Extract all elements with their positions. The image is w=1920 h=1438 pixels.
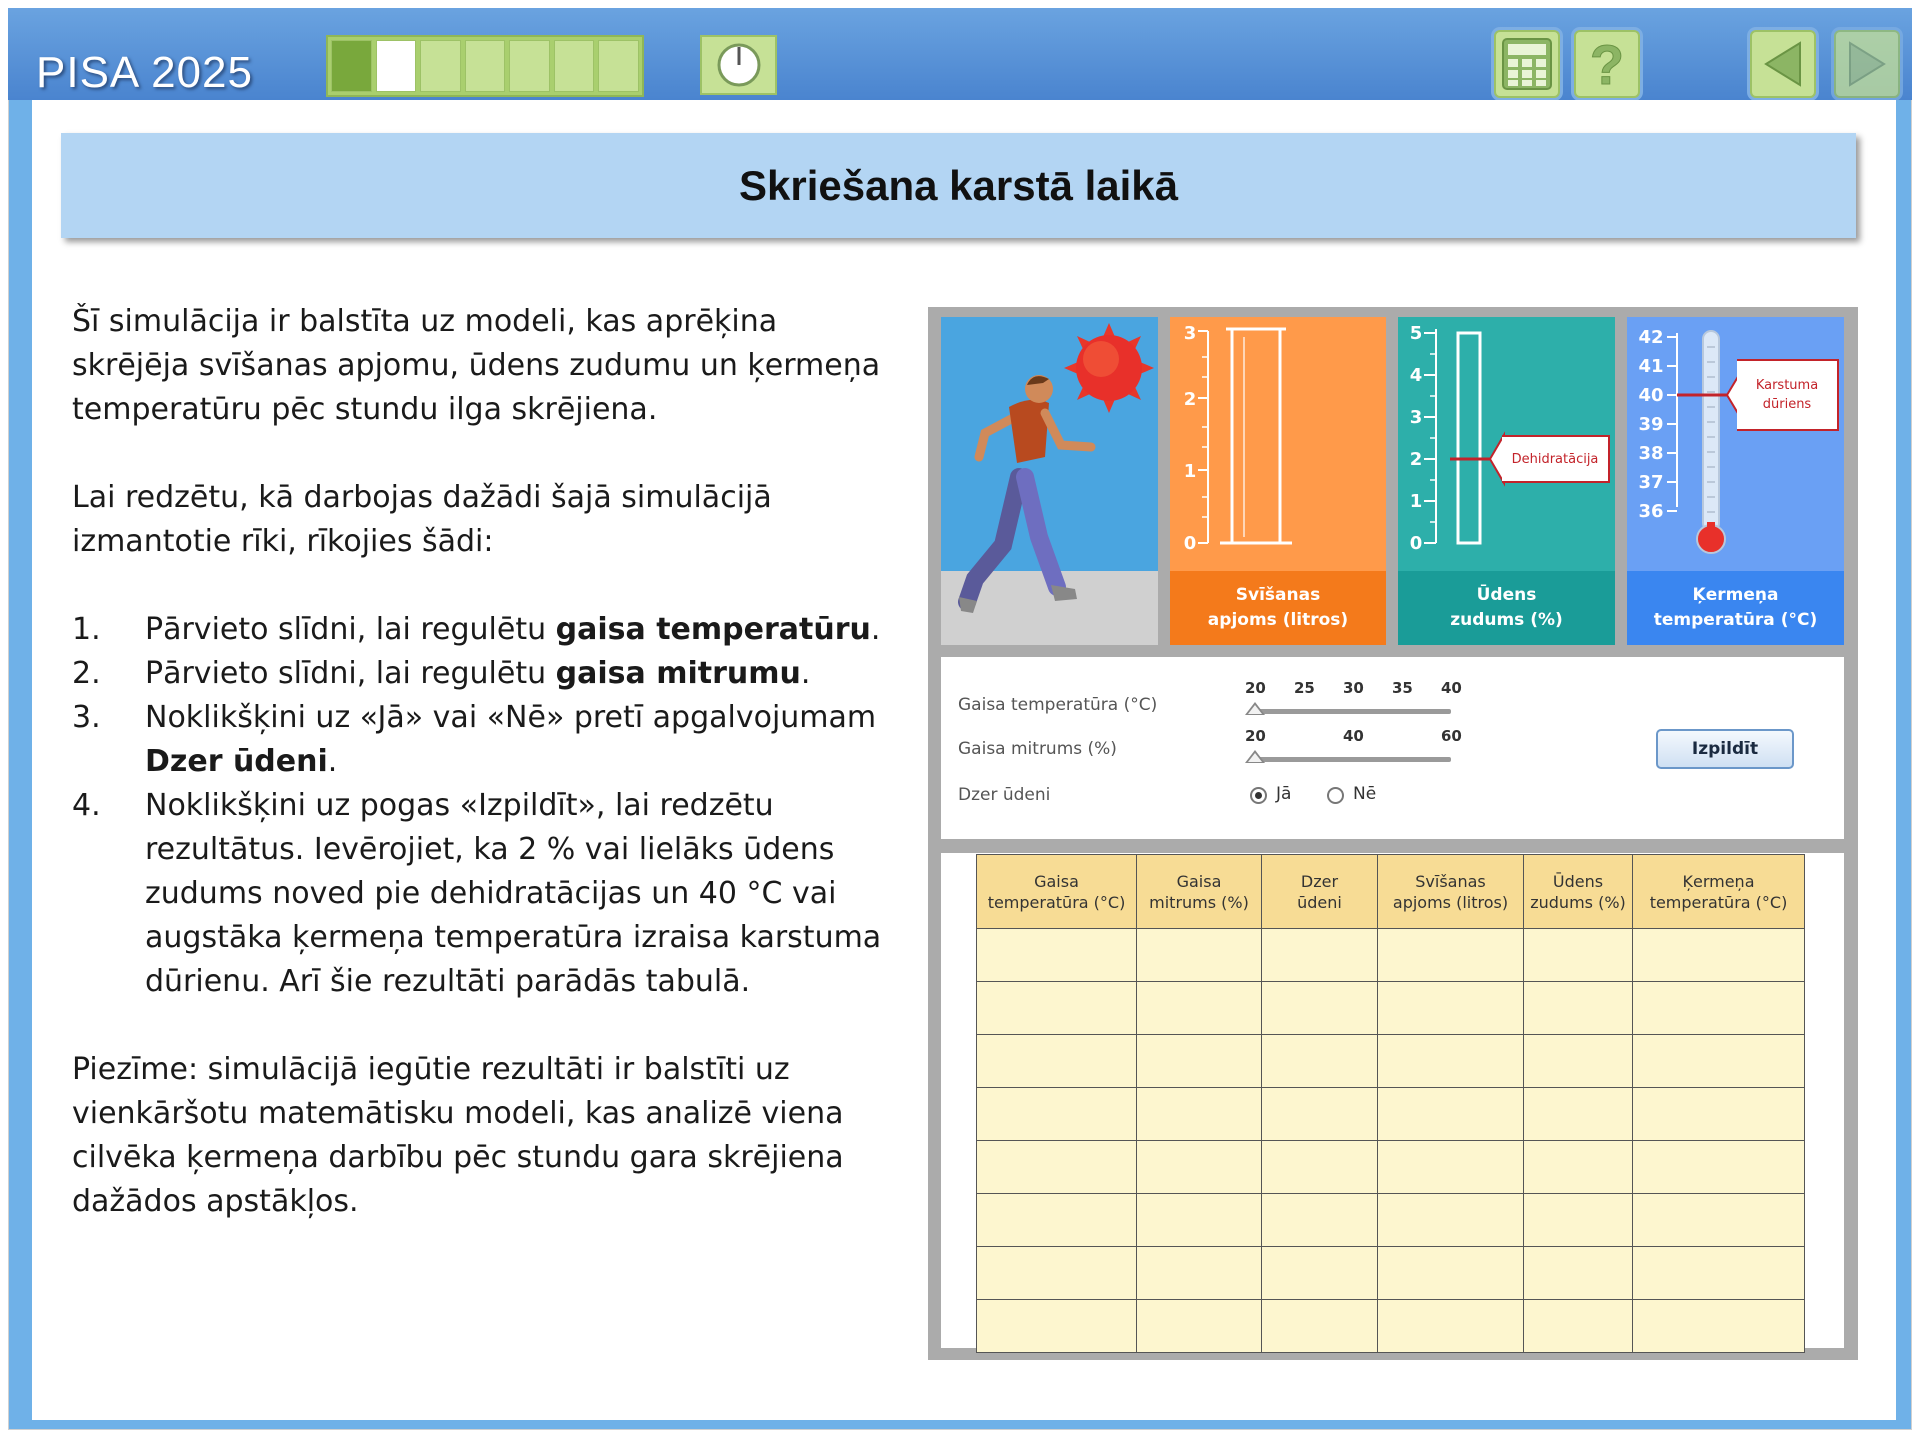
help-icon xyxy=(1584,36,1630,92)
progress-bar xyxy=(326,35,644,97)
table-cell xyxy=(977,1247,1137,1300)
table-cell xyxy=(977,982,1137,1035)
timer-icon xyxy=(716,42,762,88)
table-row xyxy=(977,929,1805,982)
table-cell xyxy=(1378,1247,1524,1300)
table-row xyxy=(977,1141,1805,1194)
temp-tick-42: 42 xyxy=(1638,327,1664,348)
table-cell xyxy=(1524,1141,1633,1194)
runner-figure xyxy=(959,375,1091,613)
drink-no-label: Nē xyxy=(1353,784,1377,804)
drink-no-radio[interactable] xyxy=(1327,787,1344,804)
slider-tick-label: 25 xyxy=(1294,679,1315,697)
sweat-tick-0: 0 xyxy=(1183,533,1197,554)
progress-step xyxy=(331,40,372,92)
water-tick-1: 1 xyxy=(1409,491,1423,512)
table-cell xyxy=(977,1194,1137,1247)
table-cell xyxy=(1262,1088,1378,1141)
progress-step xyxy=(598,40,639,92)
step-item xyxy=(72,652,892,696)
table-cell xyxy=(1262,1300,1378,1353)
sun-icon xyxy=(1064,323,1154,413)
table-cell xyxy=(977,929,1137,982)
next-button[interactable] xyxy=(1834,30,1900,98)
step-text: Noklikšķini uz pogas «Izpildīt», lai redzētu rezultātus. Ievērojiet, ka 2 % vai lielāks ūdens zudums noved pie dehidratācijas un 40 °C vai augstāka ķermeņa temperatūra izraisa karstuma dūrienu. Arī šie rezultāti parādās tabulā. xyxy=(145,788,882,999)
table-cell xyxy=(1137,1247,1262,1300)
table-cell xyxy=(1262,982,1378,1035)
drink-water-label: Dzer ūdeni xyxy=(958,785,1051,805)
table-cell xyxy=(1262,1247,1378,1300)
step-text: Pārvieto slīdni, lai regulētu gaisa temperatūru. xyxy=(145,612,881,647)
table-cell xyxy=(1378,1194,1524,1247)
temp-tick-40: 40 xyxy=(1638,385,1664,406)
humidity-label: Gaisa mitrums (%) xyxy=(958,739,1117,759)
air-temp-slider[interactable] xyxy=(1254,709,1451,714)
table-cell xyxy=(1262,1035,1378,1088)
slider-tick-label: 40 xyxy=(1441,679,1462,697)
table-header-cell: Svīšanas apjoms (litros) xyxy=(1378,855,1524,929)
sweat-tick-1: 1 xyxy=(1183,461,1197,482)
slider-tick-label: 60 xyxy=(1441,727,1462,745)
thermometer-icon xyxy=(1697,331,1725,553)
back-button[interactable] xyxy=(1750,30,1816,98)
table-row xyxy=(977,1194,1805,1247)
table-row xyxy=(977,1035,1805,1088)
water-tick-5: 5 xyxy=(1409,323,1423,344)
table-row xyxy=(977,1247,1805,1300)
slider-tick-label: 20 xyxy=(1245,679,1266,697)
sweat-label: Svīšanas apjoms (litros) xyxy=(1170,571,1386,645)
temp-tick-41: 41 xyxy=(1638,356,1664,377)
humidity-slider-thumb[interactable] xyxy=(1245,750,1265,763)
measuring-cylinder-icon xyxy=(1220,329,1292,543)
body-temp-label: Ķermeņa temperatūra (°C) xyxy=(1627,571,1844,645)
step-item xyxy=(72,696,892,784)
progress-step xyxy=(376,40,417,92)
table-cell xyxy=(1524,1194,1633,1247)
svg-text:?: ? xyxy=(1589,36,1625,92)
calculator-button[interactable] xyxy=(1494,30,1560,98)
table-cell xyxy=(1633,1247,1805,1300)
help-button[interactable] xyxy=(1574,30,1640,98)
table-cell xyxy=(1633,1194,1805,1247)
table-cell xyxy=(1262,1141,1378,1194)
step-number: 3. xyxy=(72,700,101,735)
progress-step xyxy=(465,40,506,92)
temp-tick-38: 38 xyxy=(1638,443,1664,464)
temp-tick-37: 37 xyxy=(1638,472,1664,493)
table-header-cell: Gaisa temperatūra (°C) xyxy=(977,855,1137,929)
lead-text: Lai redzētu, kā darbojas dažādi šajā simulācijā izmantotie rīki, rīkojies šādi: xyxy=(72,480,772,559)
intro-text: Šī simulācija ir balstīta uz modeli, kas aprēķina skrējēja svīšanas apjomu, ūdens zudumu un ķermeņa temperatūru pēc stundu ilga skrējiena. xyxy=(72,304,881,427)
slider-tick-label: 35 xyxy=(1392,679,1413,697)
instructions xyxy=(72,300,892,1268)
timer-button[interactable] xyxy=(700,35,777,95)
table-cell xyxy=(1137,1035,1262,1088)
air-temp-slider-thumb[interactable] xyxy=(1245,702,1265,715)
table-cell xyxy=(1633,1088,1805,1141)
title-banner xyxy=(61,133,1856,238)
table-cell xyxy=(1378,982,1524,1035)
results-table-area xyxy=(941,853,1844,1348)
step-item xyxy=(72,608,892,652)
table-cell xyxy=(1524,982,1633,1035)
note-text: Piezīme: simulācijā iegūtie rezultāti ir balstīti uz vienkāršotu matemātisku modeli, kas analizē viena cilvēka ķermeņa darbību pēc stundu gara skrējiena dažādos apstākļos. xyxy=(72,1052,844,1219)
table-cell xyxy=(1633,929,1805,982)
simulation-panel xyxy=(928,307,1858,1360)
table-header-cell: Ķermeņa temperatūra (°C) xyxy=(1633,855,1805,929)
table-cell xyxy=(1524,1247,1633,1300)
table-row xyxy=(977,1300,1805,1353)
table-cell xyxy=(977,1300,1137,1353)
table-cell xyxy=(1137,1194,1262,1247)
sweat-tick-2: 2 xyxy=(1183,389,1197,410)
table-cell xyxy=(1633,1035,1805,1088)
next-arrow-icon xyxy=(1844,39,1890,89)
water-loss-label: Ūdens zudums (%) xyxy=(1398,571,1615,645)
table-cell xyxy=(1378,929,1524,982)
steps-list xyxy=(72,608,892,1004)
sweat-tick-3: 3 xyxy=(1183,323,1197,344)
humidity-slider[interactable] xyxy=(1254,757,1451,762)
runner-panel xyxy=(941,317,1158,645)
dehydration-callout: Dehidratācija xyxy=(1502,435,1610,483)
table-cell xyxy=(1524,1300,1633,1353)
progress-step xyxy=(554,40,595,92)
drink-yes-label: Jā xyxy=(1276,784,1292,804)
temp-tick-36: 36 xyxy=(1638,501,1664,522)
table-cell xyxy=(1633,1300,1805,1353)
progress-step xyxy=(420,40,461,92)
temp-tick-39: 39 xyxy=(1638,414,1664,435)
table-cell xyxy=(1137,982,1262,1035)
table-cell xyxy=(1262,929,1378,982)
run-button[interactable]: Izpildīt xyxy=(1656,729,1794,769)
top-bar xyxy=(8,8,1912,100)
step-number: 1. xyxy=(72,612,101,647)
step-number: 4. xyxy=(72,788,101,823)
table-cell xyxy=(1524,929,1633,982)
calculator-icon xyxy=(1501,37,1553,91)
table-cell xyxy=(1137,1300,1262,1353)
slider-tick-label: 40 xyxy=(1343,727,1364,745)
water-tick-2: 2 xyxy=(1409,449,1423,470)
water-tick-0: 0 xyxy=(1409,533,1423,554)
water-loss-gauge-panel xyxy=(1398,317,1615,645)
step-text: Pārvieto slīdni, lai regulētu gaisa mitrumu. xyxy=(145,656,811,691)
table-cell xyxy=(1137,929,1262,982)
table-cell xyxy=(977,1035,1137,1088)
table-row xyxy=(977,1088,1805,1141)
table-row xyxy=(977,982,1805,1035)
body-temp-gauge-panel xyxy=(1627,317,1844,645)
table-header-cell: Gaisa mitrums (%) xyxy=(1137,855,1262,929)
table-cell xyxy=(1378,1300,1524,1353)
results-table xyxy=(976,854,1805,1353)
back-arrow-icon xyxy=(1760,39,1806,89)
table-header-cell: Ūdens zudums (%) xyxy=(1524,855,1633,929)
table-cell xyxy=(1633,982,1805,1035)
sweat-scale xyxy=(1198,331,1208,543)
table-cell xyxy=(1378,1141,1524,1194)
air-temp-label: Gaisa temperatūra (°C) xyxy=(958,695,1158,715)
table-cell xyxy=(1137,1141,1262,1194)
table-cell xyxy=(977,1088,1137,1141)
progress-step xyxy=(509,40,550,92)
table-cell xyxy=(1137,1088,1262,1141)
water-tick-4: 4 xyxy=(1409,365,1423,386)
page-title: Skriešana karstā laikā xyxy=(739,161,1178,209)
water-bar xyxy=(1458,333,1480,543)
table-header-cell: Dzer ūdeni xyxy=(1262,855,1378,929)
water-tick-3: 3 xyxy=(1409,407,1423,428)
table-cell xyxy=(977,1141,1137,1194)
step-number: 2. xyxy=(72,656,101,691)
slider-tick-label: 30 xyxy=(1343,679,1364,697)
step-item xyxy=(72,784,892,1004)
app-title: PISA 2025 xyxy=(36,48,253,97)
table-cell xyxy=(1378,1035,1524,1088)
table-cell xyxy=(1524,1088,1633,1141)
heatstroke-callout: Karstuma dūriens xyxy=(1737,359,1839,431)
table-cell xyxy=(1633,1141,1805,1194)
table-cell xyxy=(1378,1088,1524,1141)
drink-yes-radio[interactable] xyxy=(1250,787,1267,804)
controls-panel xyxy=(941,657,1844,839)
table-cell xyxy=(1262,1194,1378,1247)
slider-tick-label: 20 xyxy=(1245,727,1266,745)
sweat-gauge-panel xyxy=(1170,317,1386,645)
step-text: Noklikšķini uz «Jā» vai «Nē» pretī apgalvojumam Dzer ūdeni. xyxy=(145,700,877,779)
table-cell xyxy=(1524,1035,1633,1088)
